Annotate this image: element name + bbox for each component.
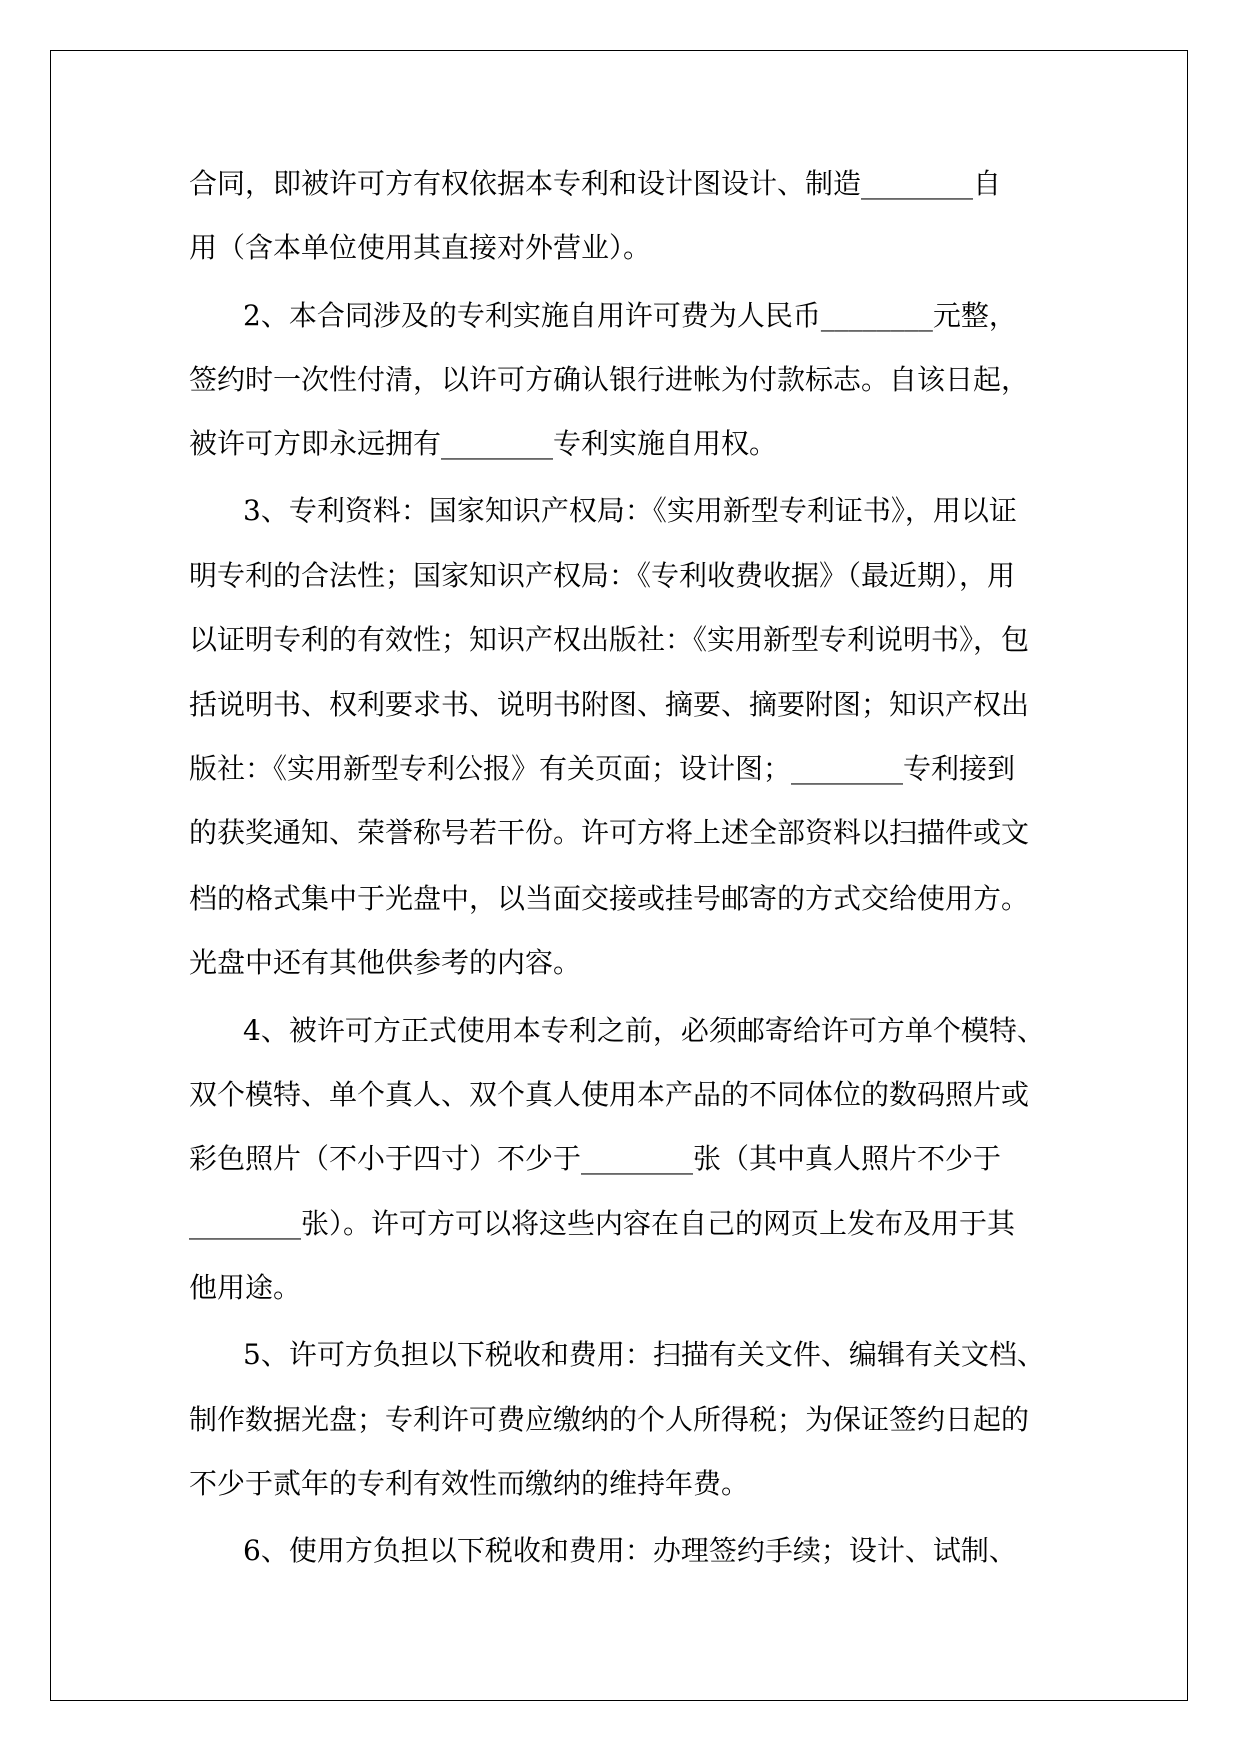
text-line: 合同，即被许可方有权依据本专利和设计图设计、制造________自 [189,167,1002,200]
paragraph-4-first-line: 4、被许可方正式使用本专利之前，必须邮寄给许可方单个模特、 [243,1014,1045,1047]
paragraph-6-first-line: 6、使用方负担以下税收和费用：办理签约手续；设计、试制、 [243,1534,1017,1567]
paragraph-2-first-line: 2、本合同涉及的专利实施自用许可费为人民币________元整， [243,299,1017,332]
text-line: 的获奖通知、荣誉称号若干份。许可方将上述全部资料以扫描件或文 [189,816,1030,849]
text-line: 双个模特、单个真人、双个真人使用本产品的不同体位的数码照片或 [189,1078,1030,1111]
text-line: 档的格式集中于光盘中，以当面交接或挂号邮寄的方式交给使用方。 [189,882,1030,915]
text-line: 光盘中还有其他供参考的内容。 [189,946,582,979]
text-line: 签约时一次性付清，以许可方确认银行进帐为付款标志。自该日起， [189,363,1030,396]
text-line: 用（含本单位使用其直接对外营业）。 [189,231,652,264]
text-line: 括说明书、权利要求书、说明书附图、摘要、摘要附图；知识产权出 [189,688,1030,721]
paragraph-5-first-line: 5、许可方负担以下税收和费用：扫描有关文件、编辑有关文档、 [243,1338,1045,1371]
text-line: 不少于贰年的专利有效性而缴纳的维持年费。 [189,1467,750,1500]
text-line: 他用途。 [189,1271,302,1304]
text-line: 版社：《实用新型专利公报》有关页面；设计图；________专利接到 [189,752,1016,785]
text-line: 彩色照片（不小于四寸）不少于________张（其中真人照片不少于 [189,1142,1002,1175]
text-line: 明专利的合法性；国家知识产权局：《专利收费收据》（最近期），用 [189,559,1016,592]
text-line: ________张）。许可方可以将这些内容在自己的网页上发布及用于其 [189,1207,1016,1240]
paragraph-3-first-line: 3、专利资料：国家知识产权局：《实用新型专利证书》，用以证 [243,494,1017,527]
text-line: 制作数据光盘；专利许可费应缴纳的个人所得税；为保证签约日起的 [189,1403,1030,1436]
text-line: 以证明专利的有效性；知识产权出版社：《实用新型专利说明书》，包 [189,623,1030,656]
text-line: 被许可方即永远拥有________专利实施自用权。 [189,427,778,460]
